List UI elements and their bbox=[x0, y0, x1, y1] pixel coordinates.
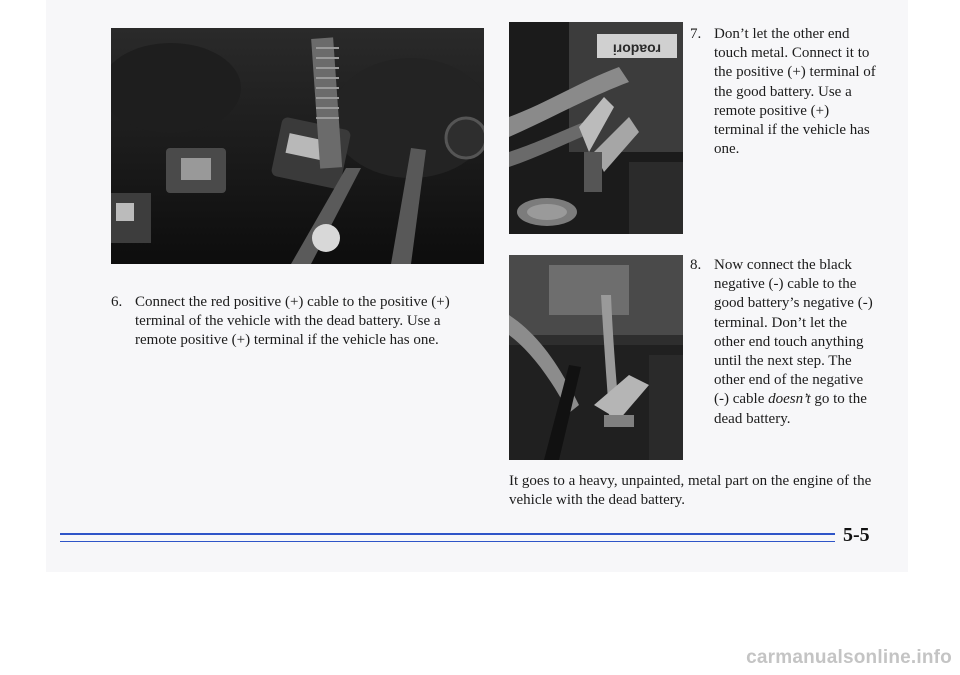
footer-rule-thick bbox=[60, 533, 835, 535]
positive-clamp-photo bbox=[509, 22, 683, 234]
engine-bay-photo bbox=[111, 28, 484, 264]
step-6-text: Connect the red positive (+) cable to the positive (+) terminal of the vehicle with the dead battery. Use a remote positive (+) terminal if the vehicle has one. bbox=[135, 294, 450, 349]
step-8-text bbox=[714, 256, 876, 429]
page-number: 5-5 bbox=[843, 524, 870, 546]
step-7-text: Don’t let the other end touch metal. Connect it to the positive (+) terminal of the good battery. Use a remote positive (+) terminal if the vehicle has one. bbox=[714, 26, 876, 158]
step-8-text-after: go to the dead battery. bbox=[714, 391, 867, 427]
footer-rule-thin bbox=[60, 541, 835, 542]
step-8-text-before: Now connect the black negative (-) cable to the good battery’s negative (-) terminal. Don’t let the other end touch anything until the next step. The other end of the negative (-) cable bbox=[714, 257, 873, 408]
site-watermark: carmanualsonline.info bbox=[746, 647, 952, 668]
battery-brand-label: ᴉɹopɐoɹ bbox=[612, 39, 662, 55]
step-8-note: It goes to a heavy, unpainted, metal part on the engine of the vehicle with the dead battery. bbox=[509, 473, 872, 509]
step-8-emphasis: doesn’t bbox=[768, 391, 811, 408]
step-7-number: 7. bbox=[690, 26, 702, 42]
step-6-number: 6. bbox=[111, 294, 123, 310]
negative-clamp-photo bbox=[509, 255, 683, 460]
step-8-number: 8. bbox=[690, 257, 702, 273]
